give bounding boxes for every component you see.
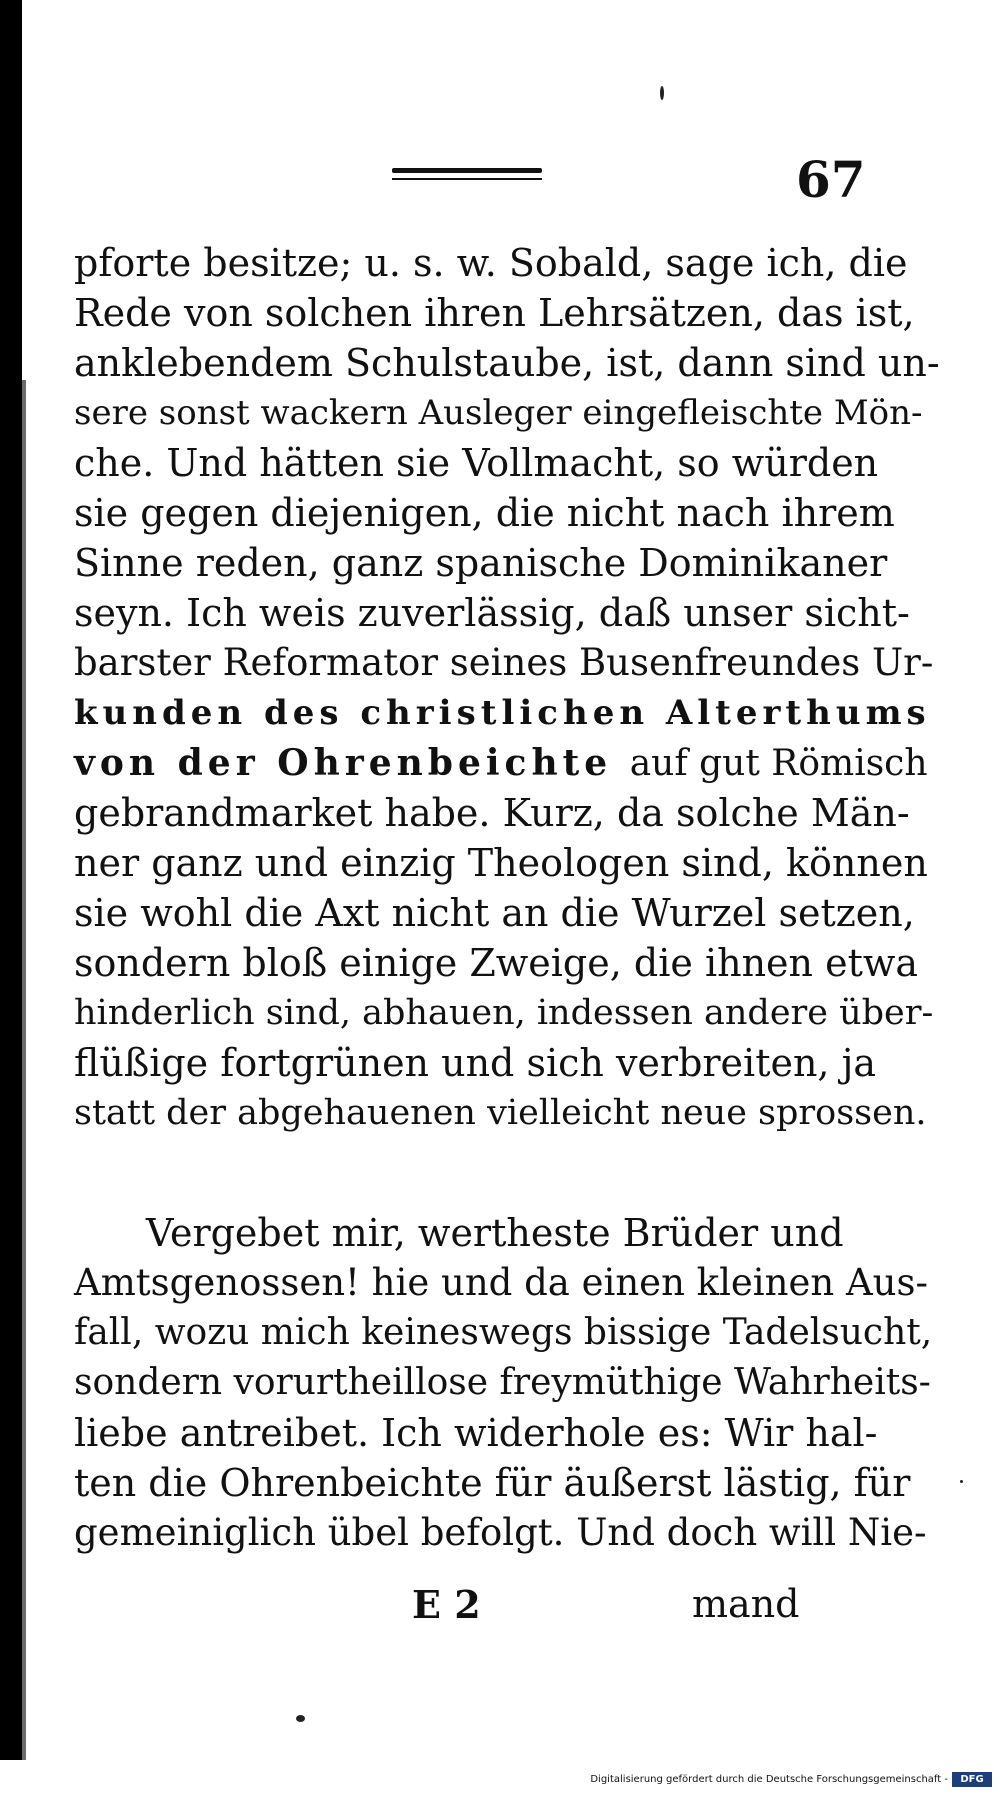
scan-speck <box>660 86 664 100</box>
scan-speck <box>960 1480 963 1483</box>
text-line-7: Sinne reden, ganz spanische Dominikaner <box>74 541 888 585</box>
header-rule <box>392 168 542 184</box>
text-line-11 <box>74 740 928 787</box>
paragraph-2-line-4: sondern vorurtheillose freymüthige Wahrheits- <box>74 1362 931 1403</box>
paragraph-2-line-7: gemeiniglich übel befolgt. Und doch will Nie- <box>74 1511 927 1554</box>
paragraph-2-line-2: Amtsgenossen! hie und da einen kleinen Aus- <box>74 1261 928 1304</box>
text-line-9: barster Reformator seines Busenfreundes Ur- <box>74 641 934 684</box>
text-line-3: anklebendem Schulstaube, ist, dann sind un- <box>74 341 940 385</box>
text-line-1: pforte besitze; u. s. w. Sobald, sage ich, die <box>74 241 908 285</box>
text-line-5: che. Und hätten sie Vollmacht, so würden <box>74 441 879 485</box>
text-line-2: Rede von solchen ihren Lehrsätzen, das ist, <box>74 291 915 335</box>
paragraph-2-line-5: liebe antreibet. Ich widerhole es: Wir hal- <box>74 1411 878 1455</box>
scan-left-edge <box>0 0 22 1760</box>
text-line-11-emphasis: von der Ohrenbeichte <box>74 742 613 784</box>
dfg-logo: DFG <box>952 1772 992 1787</box>
scan-speck <box>296 1715 305 1722</box>
digitization-credit: Digitalisierung gefördert durch die Deutsche Forschungsgemeinschaft - <box>590 1774 948 1785</box>
signature-mark: E 2 <box>412 1582 481 1627</box>
text-line-13: ner ganz und einzig Theologen sind, können <box>74 841 928 885</box>
paragraph-2-line-1: Vergebet mir, wertheste Brüder und <box>146 1211 844 1255</box>
text-line-10-emphasis: kunden des christlichen Alterthums <box>74 693 931 733</box>
text-line-17: flüßige fortgrünen und sich verbreiten, ja <box>74 1041 877 1085</box>
text-line-14: sie wohl die Axt nicht an die Wurzel setzen, <box>74 891 915 935</box>
text-line-15: sondern bloß einige Zweige, die ihnen etwa <box>74 941 919 985</box>
text-line-8: seyn. Ich weis zuverlässig, daß unser sicht- <box>74 591 910 635</box>
text-line-12: gebrandmarket habe. Kurz, da solche Män- <box>74 791 910 835</box>
paragraph-2-line-6: ten die Ohrenbeichte für äußerst lästig, für <box>74 1461 911 1505</box>
scan-gutter-shadow <box>22 380 26 1760</box>
text-line-16: hinderlich sind, abhauen, indessen andere über- <box>74 993 934 1033</box>
text-line-4: sere sonst wackern Ausleger eingefleischte Mön- <box>74 393 923 433</box>
text-line-18: statt der abgehauenen vielleicht neue sprossen. <box>74 1093 927 1133</box>
text-line-6: sie gegen diejenigen, die nicht nach ihrem <box>74 491 895 535</box>
page-number: 67 <box>796 150 866 209</box>
catchword: mand <box>692 1582 800 1626</box>
text-line-11-rest: auf gut Römisch <box>629 743 928 784</box>
paragraph-2-line-3: fall, wozu mich keineswegs bissige Tadelsucht, <box>74 1312 933 1353</box>
